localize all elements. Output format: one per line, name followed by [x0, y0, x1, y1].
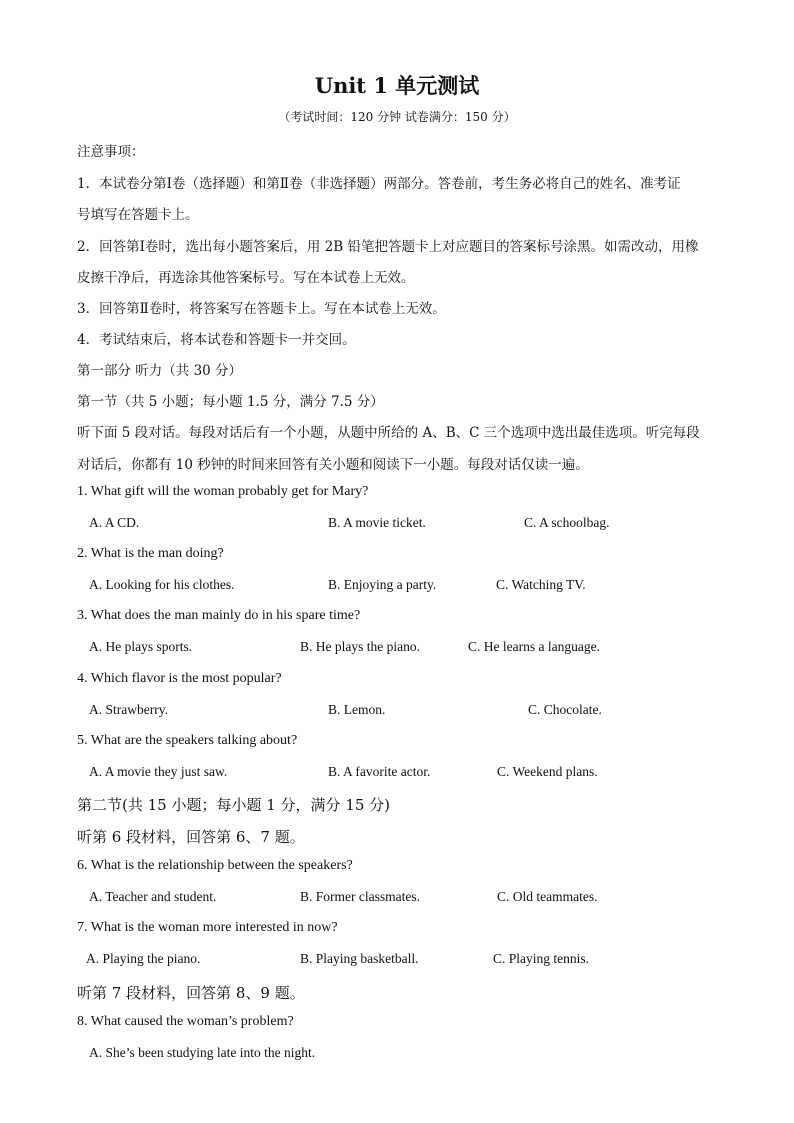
- question-2-option-b: B. Enjoying a party.: [328, 577, 437, 592]
- question-5-option-b: B. A favorite actor.: [328, 764, 431, 779]
- question-3: 3. What does the man mainly do in his spare time?: [77, 608, 361, 623]
- instructions-line-1: 听下面 5 段对话。每段对话后有一个小题，从题中所给的 A、B、C 三个选项中选出最佳选项。听完每段: [77, 425, 700, 441]
- question-5-option-a: A. A movie they just saw.: [89, 764, 228, 779]
- material-7-heading: 听第 7 段材料，回答第 8、9 题。: [77, 984, 305, 1002]
- part1-heading: 第一部分 听力（共 30 分）: [77, 363, 243, 379]
- question-7-option-b: B. Playing basketball.: [300, 951, 419, 966]
- notice-item-2-cont: 皮擦干净后，再选涂其他答案标号。写在本试卷上无效。: [77, 270, 415, 286]
- question-6-option-c: C. Old teammates.: [497, 889, 598, 904]
- question-6-option-b: B. Former classmates.: [300, 889, 420, 904]
- question-4: 4. Which flavor is the most popular?: [77, 671, 282, 686]
- question-5-option-c: C. Weekend plans.: [497, 764, 598, 779]
- notice-item-3: 3．回答第Ⅱ卷时，将答案写在答题卡上。写在本试卷上无效。: [77, 301, 446, 317]
- page-title: Unit 1 单元测试: [314, 73, 480, 98]
- question-3-option-b: B. He plays the piano.: [300, 639, 420, 654]
- question-2-option-a: A. Looking for his clothes.: [89, 577, 235, 592]
- notice-item-1: 1．本试卷分第Ⅰ卷（选择题）和第Ⅱ卷（非选择题）两部分。答卷前，考生务必将自己的姓名、准考证: [77, 176, 681, 192]
- question-7-option-a: A. Playing the piano.: [86, 951, 201, 966]
- question-6: 6. What is the relationship between the speakers?: [77, 858, 353, 873]
- question-1: 1. What gift will the woman probably get for Mary?: [77, 484, 369, 499]
- question-1-option-c: C. A schoolbag.: [524, 515, 610, 530]
- material-6-heading: 听第 6 段材料，回答第 6、7 题。: [77, 828, 305, 846]
- question-5: 5. What are the speakers talking about?: [77, 733, 298, 748]
- question-7-option-c: C. Playing tennis.: [493, 951, 590, 966]
- question-4-option-a: A. Strawberry.: [89, 702, 168, 717]
- section2-heading: 第二节(共 15 小题；每小题 1 分，满分 15 分): [77, 796, 391, 814]
- question-1-option-a: A. A CD.: [89, 515, 140, 530]
- question-4-option-b: B. Lemon.: [328, 702, 386, 717]
- question-8-option-a: A. She’s been studying late into the night.: [89, 1045, 316, 1060]
- question-1-option-b: B. A movie ticket.: [328, 515, 426, 530]
- section1-heading: 第一节（共 5 小题；每小题 1.5 分，满分 7.5 分）: [77, 394, 384, 410]
- exam-info: （考试时间：120 分钟 试卷满分：150 分）: [278, 110, 516, 124]
- notice-item-1-cont: 号填写在答题卡上。: [77, 207, 199, 223]
- notice-item-4: 4．考试结束后，将本试卷和答题卡一并交回。: [77, 332, 356, 348]
- question-3-option-a: A. He plays sports.: [89, 639, 193, 654]
- notice-item-2: 2．回答第Ⅰ卷时，选出每小题答案后，用 2B 铅笔把答题卡上对应题目的答案标号涂黑。如需改动，用橡: [77, 239, 699, 255]
- question-3-option-c: C. He learns a language.: [468, 639, 600, 654]
- question-7: 7. What is the woman more interested in now?: [77, 920, 338, 935]
- question-6-option-a: A. Teacher and student.: [89, 889, 217, 904]
- question-2-option-c: C. Watching TV.: [496, 577, 586, 592]
- question-4-option-c: C. Chocolate.: [528, 702, 602, 717]
- notice-heading: 注意事项：: [77, 144, 145, 160]
- instructions-line-2: 对话后，你都有 10 秒钟的时间来回答有关小题和阅读下一小题。每段对话仅读一遍。: [77, 457, 589, 473]
- question-2: 2. What is the man doing?: [77, 546, 224, 561]
- question-8: 8. What caused the woman’s problem?: [77, 1014, 294, 1029]
